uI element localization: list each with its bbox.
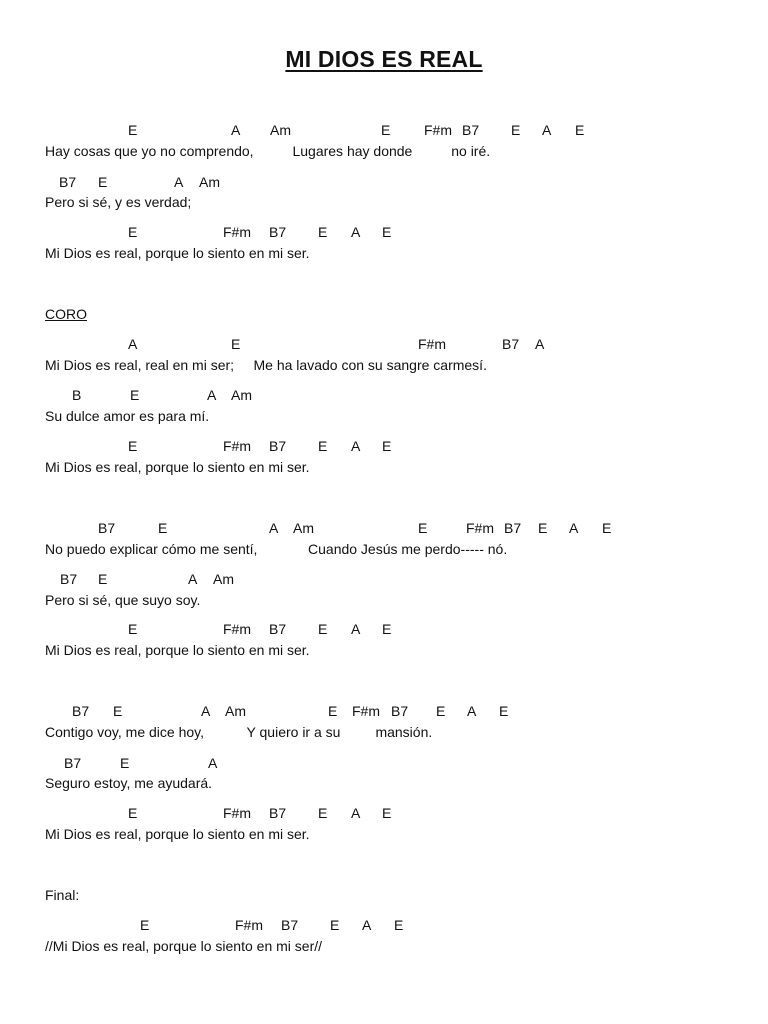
lyric-line: Su dulce amor es para mí. xyxy=(45,408,210,424)
chord: E xyxy=(128,621,138,637)
chord: E xyxy=(318,621,328,637)
chord: B7 xyxy=(391,703,409,719)
chord: A xyxy=(174,174,184,190)
lyric-line: No puedo explicar cómo me sentí, Cuando Jesús me perdo----- nó. xyxy=(45,541,508,557)
lyric-line: Mi Dios es real, porque lo siento en mi ser. xyxy=(45,826,310,842)
chord: A xyxy=(269,520,279,536)
chord: Am xyxy=(231,387,252,403)
chord: E xyxy=(418,520,428,536)
chord: Am xyxy=(293,520,314,536)
chord: E xyxy=(130,387,140,403)
chord: E xyxy=(328,703,338,719)
chord: E xyxy=(394,917,404,933)
chord: A xyxy=(351,224,361,240)
chord: A xyxy=(542,122,552,138)
chord: A xyxy=(569,520,579,536)
chord: A xyxy=(535,336,545,352)
chord: B7 xyxy=(462,122,480,138)
chord: E xyxy=(120,755,130,771)
chord: B7 xyxy=(269,438,287,454)
chord: B7 xyxy=(98,520,116,536)
chord: F#m xyxy=(223,621,251,637)
lyric-line: Mi Dios es real, real en mi ser; Me ha lavado con su sangre carmesí. xyxy=(45,357,487,373)
chord: E xyxy=(382,224,392,240)
chord: B7 xyxy=(59,174,77,190)
chord: E xyxy=(128,122,138,138)
chord: E xyxy=(98,174,108,190)
chord: F#m xyxy=(223,805,251,821)
chord: E xyxy=(318,224,328,240)
chord: F#m xyxy=(418,336,446,352)
chord: E xyxy=(318,805,328,821)
chord: A xyxy=(188,571,198,587)
chord: E xyxy=(140,917,150,933)
chord: B7 xyxy=(60,571,78,587)
lyric-line: Pero si sé, y es verdad; xyxy=(45,194,192,210)
chord: B7 xyxy=(281,917,299,933)
chord: F#m xyxy=(223,438,251,454)
chord: A xyxy=(201,703,211,719)
chord: Am xyxy=(270,122,291,138)
chord: E xyxy=(436,703,446,719)
final-label: Final: xyxy=(45,887,80,903)
chord: B7 xyxy=(504,520,522,536)
song-title: MI DIOS ES REAL xyxy=(285,46,483,72)
chord: A xyxy=(207,387,217,403)
chord: E xyxy=(382,621,392,637)
chord: E xyxy=(98,571,108,587)
chord: E xyxy=(158,520,168,536)
chord: B7 xyxy=(269,224,287,240)
chord: A xyxy=(208,755,218,771)
chord: A xyxy=(351,805,361,821)
chord: F#m xyxy=(424,122,452,138)
chord: E xyxy=(128,224,138,240)
chord: B7 xyxy=(64,755,82,771)
chord: E xyxy=(382,805,392,821)
chord: E xyxy=(499,703,509,719)
chord: Am xyxy=(213,571,234,587)
chord: E xyxy=(382,438,392,454)
chord: A xyxy=(231,122,241,138)
chord: E xyxy=(318,438,328,454)
chord: B7 xyxy=(72,703,90,719)
lyric-line: Mi Dios es real, porque lo siento en mi ser. xyxy=(45,459,310,475)
chord: A xyxy=(467,703,477,719)
chord: B xyxy=(72,387,82,403)
chord: E xyxy=(330,917,340,933)
chord: E xyxy=(231,336,241,352)
lyric-line: Mi Dios es real, porque lo siento en mi ser. xyxy=(45,642,310,658)
lyric-line: Pero si sé, que suyo soy. xyxy=(45,592,201,608)
chord: E xyxy=(538,520,548,536)
chord: E xyxy=(381,122,391,138)
chord: Am xyxy=(225,703,246,719)
chord: B7 xyxy=(269,621,287,637)
lyric-line: Mi Dios es real, porque lo siento en mi ser. xyxy=(45,245,310,261)
chord: E xyxy=(602,520,612,536)
lyric-line: Seguro estoy, me ayudará. xyxy=(45,775,213,791)
chord: E xyxy=(128,438,138,454)
chord: F#m xyxy=(466,520,494,536)
chord: E xyxy=(575,122,585,138)
chord: F#m xyxy=(223,224,251,240)
chorus-label: CORO xyxy=(45,306,87,322)
chord: A xyxy=(351,438,361,454)
chord: A xyxy=(128,336,138,352)
chord: F#m xyxy=(352,703,380,719)
chord: Am xyxy=(199,174,220,190)
chord: E xyxy=(511,122,521,138)
chord: B7 xyxy=(502,336,520,352)
chord: E xyxy=(128,805,138,821)
chord: A xyxy=(362,917,372,933)
lyric-line: Hay cosas que yo no comprendo, Lugares hay donde no iré. xyxy=(45,143,491,159)
chord: B7 xyxy=(269,805,287,821)
chord: A xyxy=(351,621,361,637)
chord: F#m xyxy=(235,917,263,933)
chord: E xyxy=(113,703,123,719)
lyric-line: Contigo voy, me dice hoy, Y quiero ir a su mansión. xyxy=(45,724,433,740)
lyric-line: //Mi Dios es real, porque lo siento en mi ser// xyxy=(45,938,323,954)
